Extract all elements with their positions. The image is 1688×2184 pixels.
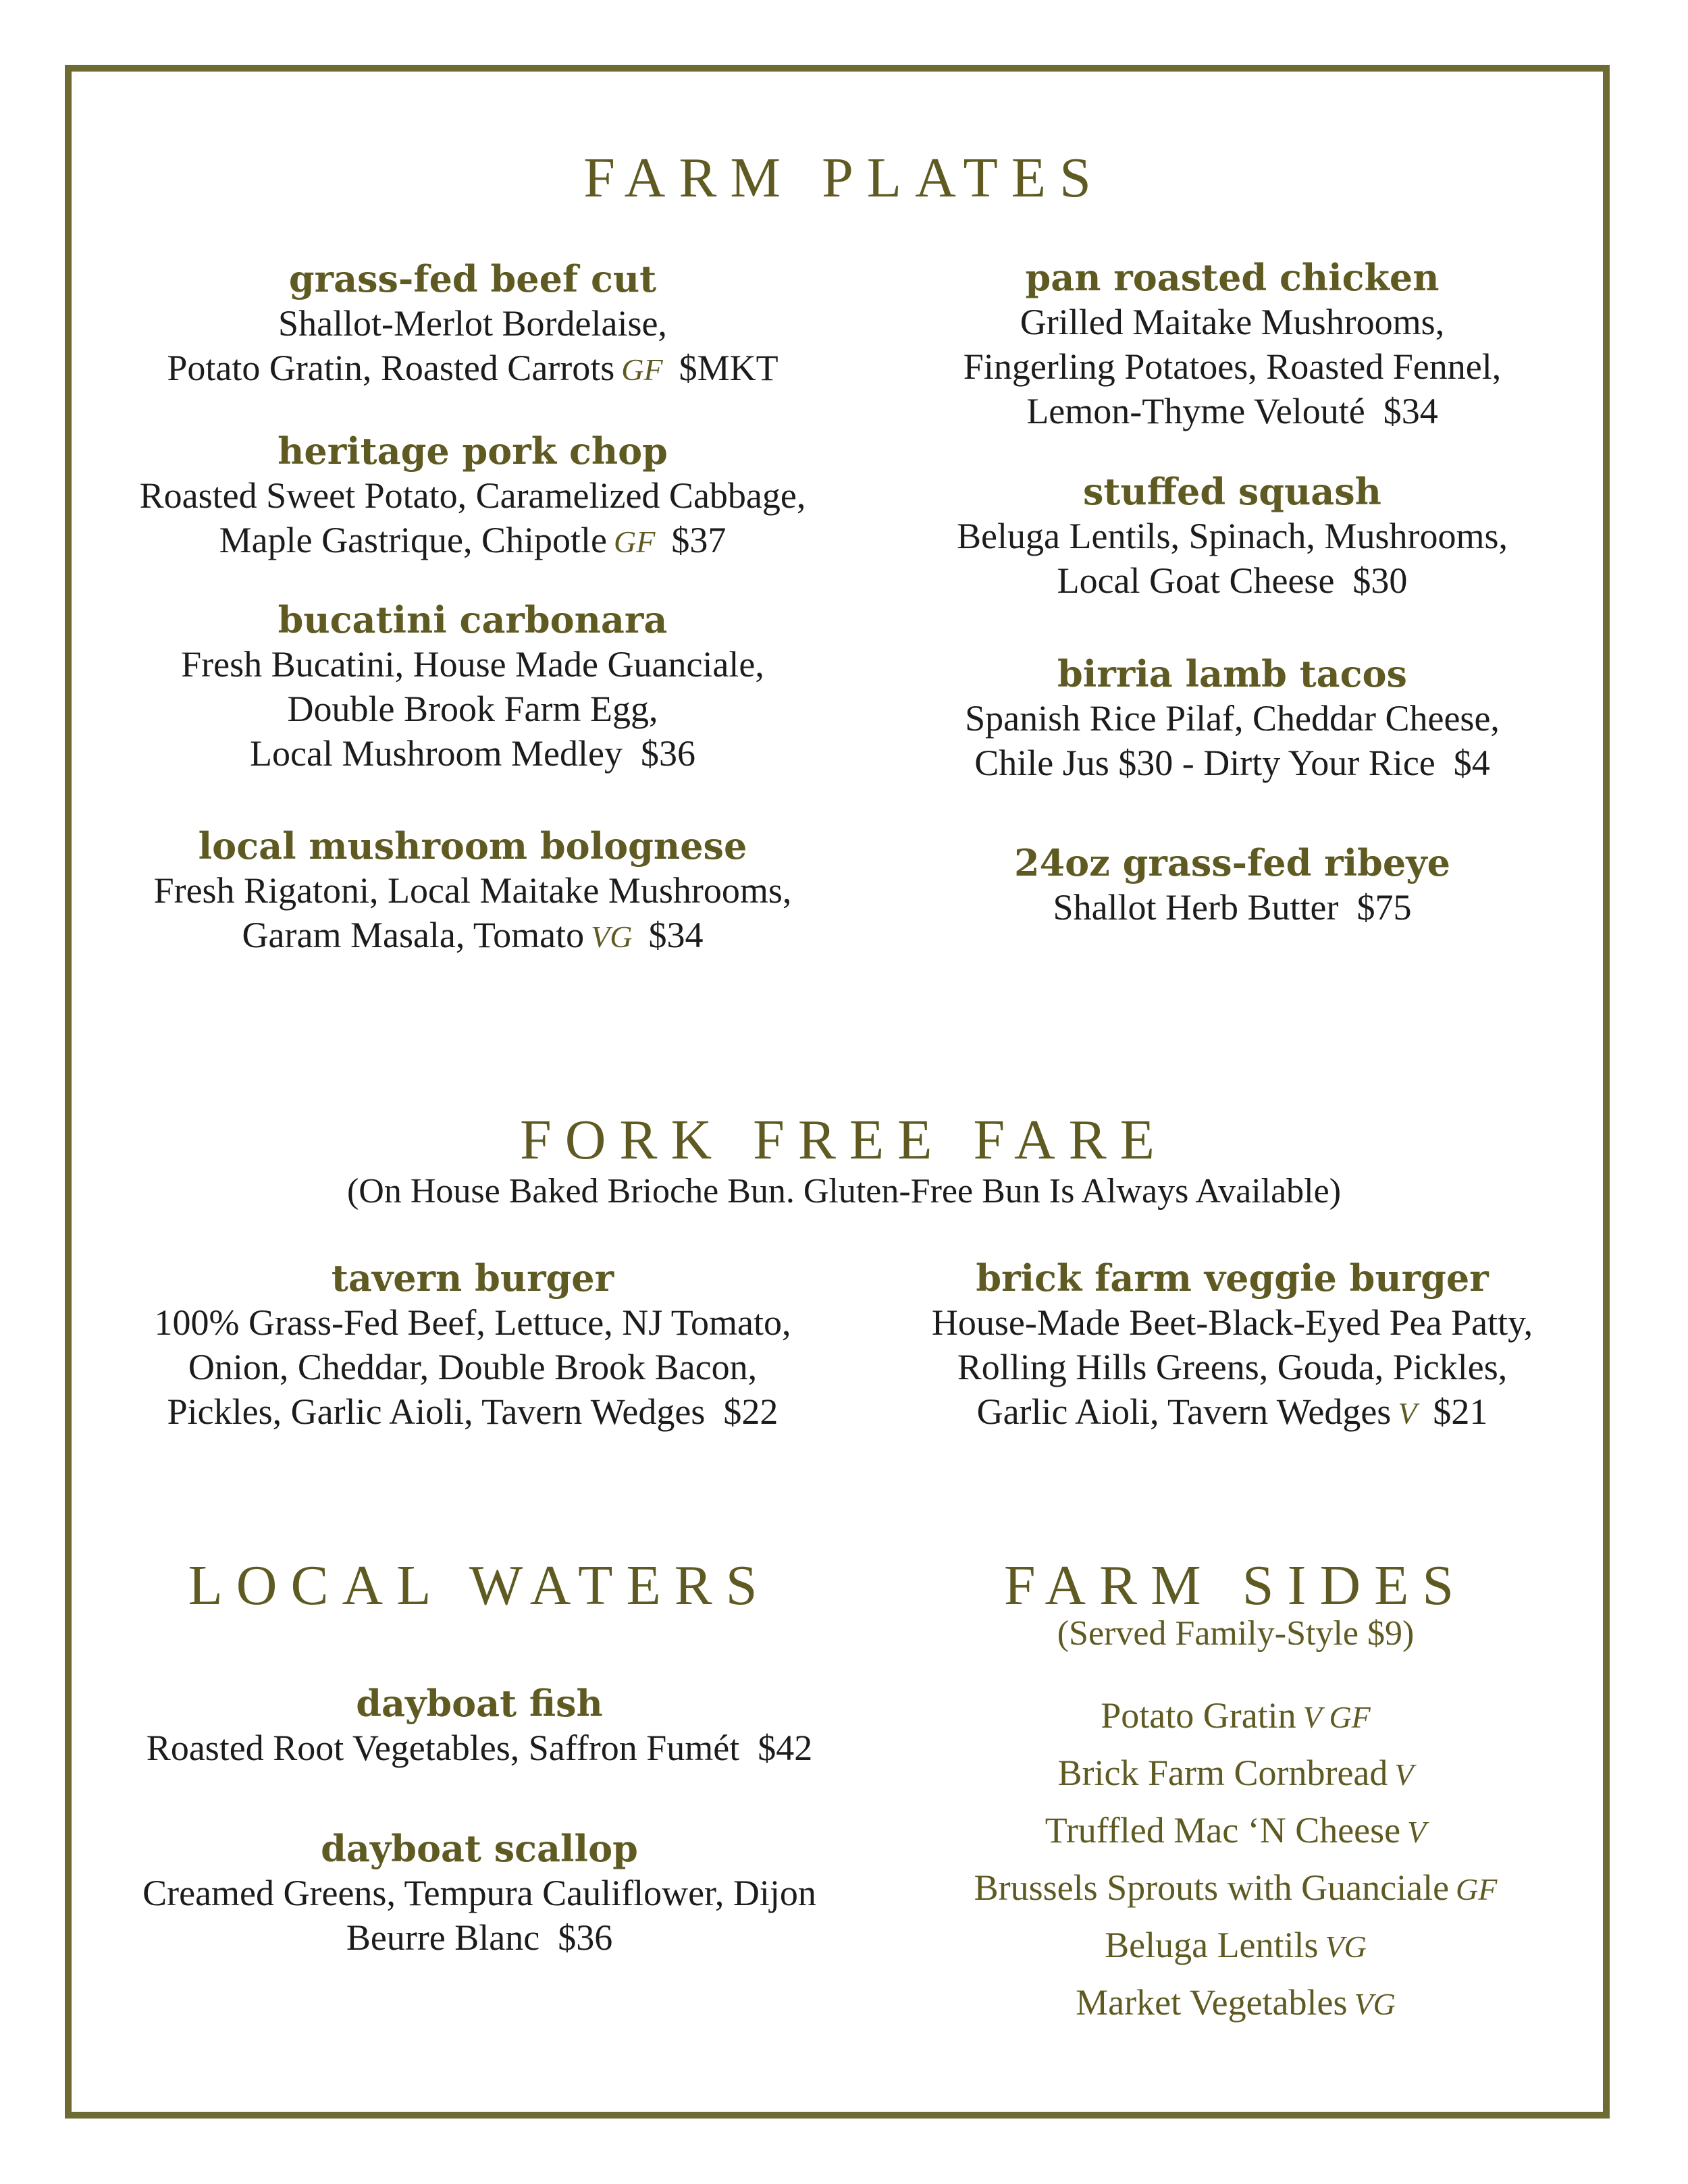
menu-item — [878, 841, 1587, 930]
item-name: local mushroom bolognese — [198, 824, 747, 868]
description-text: 100% Grass-Fed Beef, Lettuce, NJ Tomato, — [154, 1302, 791, 1343]
item-name: dayboat scallop — [321, 1827, 638, 1870]
item-name: pan roasted chicken — [1025, 256, 1440, 299]
description-line — [878, 514, 1587, 558]
item-description — [68, 868, 878, 959]
side-name: Brick Farm Cornbread — [1057, 1753, 1388, 1793]
description-text: Fresh Rigatoni, Local Maitake Mushrooms, — [153, 870, 792, 911]
farm-sides-title: FARM SIDES — [1003, 1554, 1468, 1617]
item-price: $36 — [640, 733, 695, 774]
dietary-tag: V — [1398, 1396, 1417, 1431]
description-line — [878, 885, 1587, 930]
local-waters-title: LOCAL WATERS — [188, 1554, 771, 1617]
item-description — [68, 473, 878, 564]
side-item — [898, 1745, 1573, 1803]
description-text: Roasted Root Vegetables, Saffron Fumét — [146, 1728, 740, 1768]
dietary-tag: VG — [1325, 1929, 1367, 1964]
description-text: Spanish Rice Pilaf, Cheddar Cheese, — [965, 698, 1500, 739]
menu-item — [88, 1826, 871, 1960]
menu-item — [68, 429, 878, 564]
description-line — [88, 1726, 871, 1770]
item-name: birria lamb tacos — [1057, 652, 1407, 695]
description-text: Double Brook Farm Egg, — [287, 689, 658, 729]
side-item — [898, 1860, 1573, 1917]
menu-item — [878, 1256, 1587, 1436]
item-price: $75 — [1356, 887, 1412, 928]
side-item — [898, 1803, 1573, 1860]
description-line — [68, 1345, 878, 1389]
dietary-tag: VG — [1354, 1987, 1396, 2021]
description-text: Pickles, Garlic Aioli, Tavern Wedges — [167, 1391, 706, 1432]
side-name: Brussels Sprouts with Guanciale — [974, 1867, 1450, 1908]
description-text: Onion, Cheddar, Double Brook Bacon, — [188, 1347, 758, 1387]
description-line — [878, 558, 1587, 603]
item-name: grass-fed beef cut — [288, 257, 657, 300]
description-line — [878, 741, 1587, 785]
side-item — [898, 1975, 1573, 2032]
description-line — [68, 731, 878, 776]
description-text: Grilled Maitake Mushrooms, — [1020, 302, 1445, 342]
item-name: heritage pork chop — [278, 429, 668, 473]
description-text: Garam Masala, Tomato — [242, 915, 585, 955]
description-line — [878, 1300, 1587, 1345]
description-line — [68, 346, 878, 392]
description-text: Chile Jus $30 - Dirty Your Rice — [974, 743, 1435, 783]
farm-plates-title: FARM PLATES — [583, 147, 1105, 209]
description-line — [68, 518, 878, 564]
description-line — [68, 687, 878, 731]
item-price: $21 — [1433, 1391, 1488, 1432]
menu-item — [878, 255, 1587, 433]
item-description — [88, 1871, 871, 1960]
menu-item — [878, 651, 1587, 785]
description-text: Shallot Herb Butter — [1053, 887, 1339, 928]
dietary-tag: VG — [591, 920, 633, 954]
side-name: Beluga Lentils — [1105, 1925, 1319, 1965]
description-text: Roasted Sweet Potato, Caramelized Cabbage, — [139, 475, 806, 516]
description-text: Local Goat Cheese — [1057, 560, 1335, 601]
item-price: $34 — [648, 915, 704, 955]
item-price: $4 — [1453, 743, 1490, 783]
description-line — [68, 473, 878, 518]
description-line — [68, 1300, 878, 1345]
description-text: Maple Gastrique, Chipotle — [219, 520, 608, 560]
menu-item — [68, 1256, 878, 1434]
item-description — [878, 300, 1587, 433]
item-description — [88, 1726, 871, 1770]
item-description — [878, 514, 1587, 603]
description-line — [878, 1345, 1587, 1389]
description-line — [68, 642, 878, 687]
description-line — [878, 300, 1587, 344]
item-description — [878, 1300, 1587, 1436]
description-text: Lemon-Thyme Velouté — [1026, 391, 1365, 431]
description-line — [68, 1389, 878, 1434]
item-name: brick farm veggie burger — [976, 1256, 1489, 1300]
item-price: $42 — [758, 1728, 813, 1768]
item-description — [878, 696, 1587, 785]
side-name: Potato Gratin — [1101, 1695, 1296, 1736]
dietary-tag: GF — [1456, 1872, 1498, 1907]
description-text: Potato Gratin, Roasted Carrots — [167, 348, 615, 388]
item-name: 24oz grass-fed ribeye — [1014, 841, 1450, 884]
dietary-tag: GF — [614, 525, 656, 559]
menu-item — [88, 1681, 871, 1770]
description-line — [878, 696, 1587, 741]
item-name: stuffed squash — [1083, 470, 1381, 513]
description-text: Fresh Bucatini, House Made Guanciale, — [181, 644, 764, 685]
side-item — [898, 1688, 1573, 1745]
item-name: bucatini carbonara — [278, 598, 668, 641]
description-line — [68, 868, 878, 913]
dietary-tag: GF — [621, 352, 663, 387]
fork-free-fare-note: (On House Baked Brioche Bun. Gluten-Free Bun Is Always Available) — [346, 1172, 1342, 1210]
item-description — [68, 1300, 878, 1434]
menu-item — [68, 257, 878, 392]
description-text: Local Mushroom Medley — [250, 733, 623, 774]
description-text: Fingerling Potatoes, Roasted Fennel, — [963, 346, 1502, 387]
item-name: dayboat fish — [356, 1682, 603, 1725]
item-price: $36 — [558, 1917, 613, 1958]
description-text: Rolling Hills Greens, Gouda, Pickles, — [957, 1347, 1508, 1387]
item-description — [878, 885, 1587, 930]
description-line — [878, 344, 1587, 389]
side-item — [898, 1917, 1573, 1975]
farm-sides-list — [898, 1688, 1573, 2032]
side-name: Market Vegetables — [1076, 1982, 1348, 2023]
farm-sides-note: (Served Family-Style $9) — [1057, 1614, 1415, 1653]
description-text: Creamed Greens, Tempura Cauliflower, Dijon — [142, 1873, 816, 1913]
item-price: $34 — [1383, 391, 1438, 431]
description-line — [878, 1389, 1587, 1436]
menu-item — [68, 824, 878, 959]
description-line — [88, 1915, 871, 1960]
description-line — [878, 389, 1587, 433]
description-text: Beurre Blanc — [346, 1917, 540, 1958]
item-price: $MKT — [679, 348, 779, 388]
description-line — [88, 1871, 871, 1915]
dietary-tag: V — [1394, 1757, 1414, 1792]
side-name: Truffled Mac ‘N Cheese — [1045, 1810, 1401, 1850]
item-name: tavern burger — [331, 1256, 614, 1300]
description-text: Beluga Lentils, Spinach, Mushrooms, — [957, 516, 1508, 556]
description-line — [68, 301, 878, 346]
dietary-tag: V GF — [1302, 1700, 1371, 1734]
menu-item — [878, 469, 1587, 603]
menu-item — [68, 597, 878, 776]
description-text: House-Made Beet-Black-Eyed Pea Patty, — [931, 1302, 1533, 1343]
item-price: $37 — [671, 520, 727, 560]
dietary-tag: V — [1407, 1815, 1427, 1849]
description-text: Garlic Aioli, Tavern Wedges — [976, 1391, 1392, 1432]
fork-free-fare-title: FORK FREE FARE — [520, 1109, 1168, 1171]
description-line — [68, 913, 878, 959]
item-price: $22 — [723, 1391, 779, 1432]
item-description — [68, 642, 878, 776]
item-price: $30 — [1352, 560, 1408, 601]
description-text: Shallot-Merlot Bordelaise, — [278, 303, 667, 344]
item-description — [68, 301, 878, 392]
